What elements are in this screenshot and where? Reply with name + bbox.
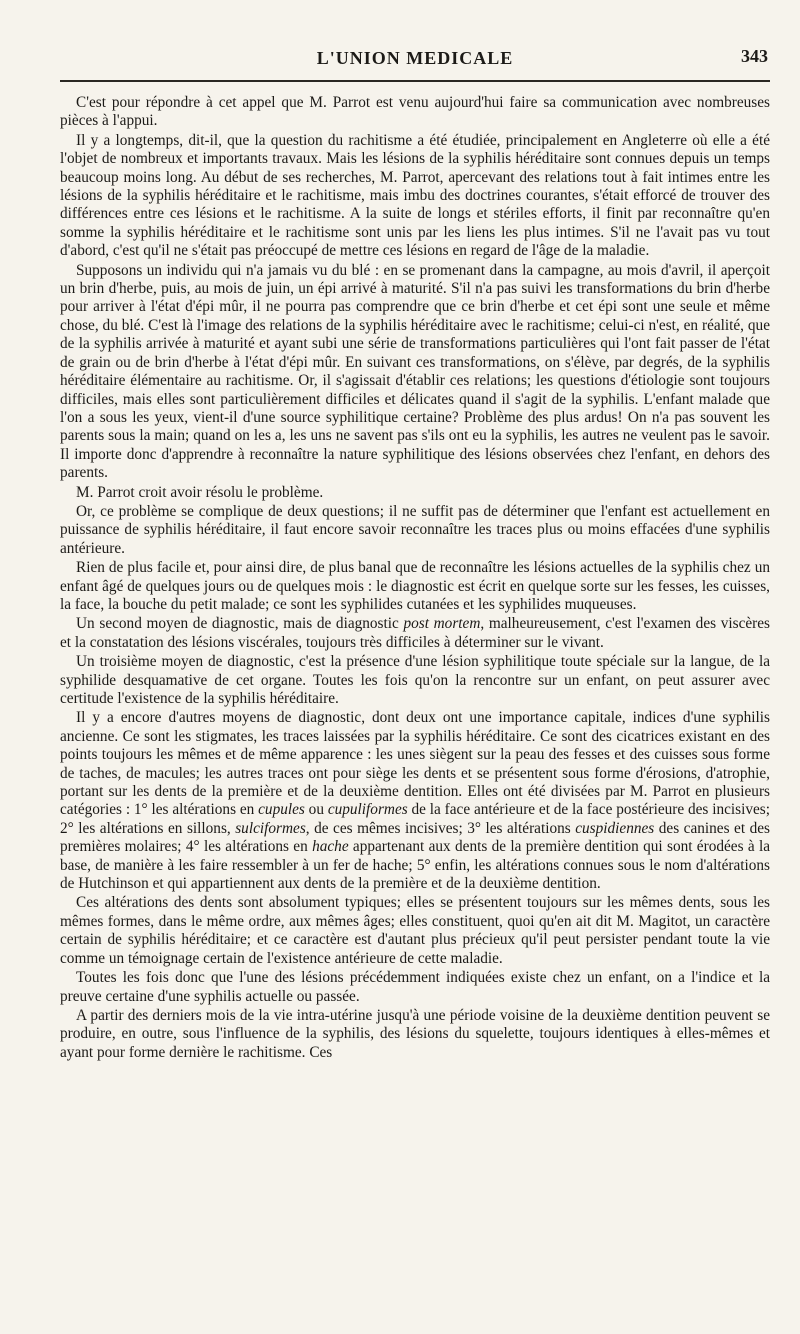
header-rule <box>60 80 770 82</box>
paragraph: Toutes les fois donc que l'une des lésions précédemment indiquées existe chez un enfant, on a l'indice et la preuve certaine d'une syphilis actuelle ou passée. <box>60 969 770 1005</box>
paragraph <box>60 709 770 893</box>
italic-term: cuspidiennes <box>575 819 655 837</box>
article-body <box>60 94 770 1062</box>
italic-term: sulciformes <box>235 819 306 837</box>
text-run: de la face antérieure et de la face postérieure des incisives; 2° les altérations en sillons, <box>60 801 770 837</box>
italic-term: cupuliformes <box>327 801 408 819</box>
text-run: , malheureusement, c'est l'examen des viscères et la constatation des lésions viscérales, toujours très difficiles à déterminer sur le vivant. <box>60 615 770 651</box>
italic-term: hache <box>312 838 349 856</box>
italic-term: post mortem <box>403 615 481 633</box>
paragraph: A partir des derniers mois de la vie intra-utérine jusqu'à une période voisine de la deuxième dentition peuvent se produire, en outre, sous l'influence de la syphilis, des lésions du squelette, toujours identiques à elles-mêmes et ayant pour forme dernière le rachitisme. Ces <box>60 1006 770 1061</box>
italic-term: cupules <box>258 801 305 819</box>
text-run: Un second moyen de diagnostic, mais de diagnostic <box>76 615 404 633</box>
paragraph: Il y a longtemps, dit-il, que la question du rachitisme a été étudiée, principalement en Angleterre où elle a été l'objet de nombreux et importants travaux. Mais les lésions de la syphilis héréditaire sont connues depuis un temps beaucoup moins long. Au début de ses recherches, M. Parrot, apercevant des relations tout à fait intimes entre les lésions de la syphilis héréditaire et le rachitisme, mais imbu des doctrines courantes, s'était efforcé de trouver des différences entre ces lésions et le rachitisme. A la suite de longs et stériles efforts, il finit par reconnaître qu'en somme la syphilis héréditaire et le rachitisme sont unis par les liens les plus intimes. S'il ne l'avait pas vu tout d'abord, c'est qu'il ne s'était pas préoccupé de mettre ces lésions en regard de l'âge de la maladie. <box>60 131 770 260</box>
paragraph: C'est pour répondre à cet appel que M. Parrot est venu aujourd'hui faire sa communication avec nombreuses pièces à l'appui. <box>60 94 770 130</box>
text-run: ou <box>304 801 328 819</box>
paragraph: Ces altérations des dents sont absolument typiques; elles se présentent toujours sur les mêmes dents, sous les mêmes formes, dans le même ordre, aux mêmes âges; elles constituent, quoi qu'en ait dit M. Magitot, un caractère certain de syphilis héréditaire; et ce caractère est d'autant plus précieux qu'il peut persister pendant toute la vie comme un témoignage certain de l'existence antérieure de cette maladie. <box>60 894 770 967</box>
paragraph: Rien de plus facile et, pour ainsi dire, de plus banal que de reconnaître les lésions actuelles de la syphilis chez un enfant âgé de quelques jours ou de quelques mois : le diagnostic est écrit en quelque sorte sur les fesses, les cuisses, la face, la bouche du petit malade; ce sont les syphilides cutanées et les syphilides muqueuses. <box>60 559 770 613</box>
page-number: 343 <box>741 46 768 66</box>
paragraph: Un troisième moyen de diagnostic, c'est la présence d'une lésion syphilitique toute spéciale sur la langue, de la syphilide desquamative de cet organe. Toutes les fois qu'on la rencontre sur un enfant, on peut assurer avec certitude l'existence de la syphilis héréditaire. <box>60 653 770 707</box>
text-run: Il y a encore d'autres moyens de diagnostic, dont deux ont une importance capitale, indices d'une syphilis ancienne. Ce sont les stigmates, les traces laissées par la syphilis héréditaire. Ce sont des cicatrices existant en des points toujours les mêmes et de même apparence : les unes siègent sur la peau des fesses et des cuisses sous forme de taches, de macules; les autres traces ont pour siège les dents et se présentent sous forme d'érosions, d'atrophie, portant sur les dents de la première et de la deuxième dentition. Elles ont été divisées par M. Parrot en plusieurs catégories : 1° les altérations en <box>60 709 770 819</box>
text-run: des canines et des premières molaires; 4° les altérations en <box>60 819 770 856</box>
paragraph <box>60 615 770 652</box>
running-title: L'UNION MEDICALE <box>316 48 514 68</box>
text-run: appartenant aux dents de la première dentition qui sont érodées à la base, de manière à les faire ressembler à un fer de hache; 5° enfin, les altérations connues sous le nom d'altérations de Hutchinson et qui appartiennent aux dents de la première et de la deuxième dentition. <box>60 838 770 893</box>
page-header <box>60 0 770 74</box>
text-run: , de ces mêmes incisives; 3° les altérations <box>305 819 576 837</box>
paragraph: Supposons un individu qui n'a jamais vu du blé : en se promenant dans la campagne, au mois d'avril, il aperçoit un brin d'herbe, puis, au mois de juin, un épi arrivé à maturité. S'il n'a pas suivi les transformations du brin d'herbe pour arriver à l'état d'épi mûr, il ne pourra pas comprendre que ce brin d'herbe et cet épi sont une seule et même chose, du blé. C'est là l'image des relations de la syphilis héréditaire avec le rachitisme; celui-ci n'est, en réalité, que de la syphilis arrivée à maturité et ayant subi une série de transformations particulières qui l'ont fait passer de l'état de grain ou de brin d'herbe à l'état d'épi mûr. En suivant ces transformations, on s'élève, par degrés, de la syphilis héréditaire élémentaire au rachitisme. Or, il s'agissait d'établir ces relations; les questions d'étiologie sont toujours difficiles, mais elles sont particulièrement difficiles et délicates quand il s'agit de la syphilis. L'enfant malade que l'on a sous les yeux, vient-il d'une source syphilitique certaine? Problème des plus ardus! On n'a pas souvent les parents sous la main; quand on les a, les uns ne savent pas s'ils ont eu la syphilis, les autres ne veulent pas le savoir. Il importe donc d'apprendre à reconnaître la nature syphilitique des lésions observées chez l'enfant, en dehors des parents. <box>60 261 770 482</box>
paragraph: Or, ce problème se complique de deux questions; il ne suffit pas de déterminer que l'enfant est actuellement en puissance de syphilis héréditaire, il faut encore savoir reconnaître les traces plus ou moins effacées d'une syphilis antérieure. <box>60 502 770 557</box>
paragraph: M. Parrot croit avoir résolu le problème. <box>76 483 324 501</box>
